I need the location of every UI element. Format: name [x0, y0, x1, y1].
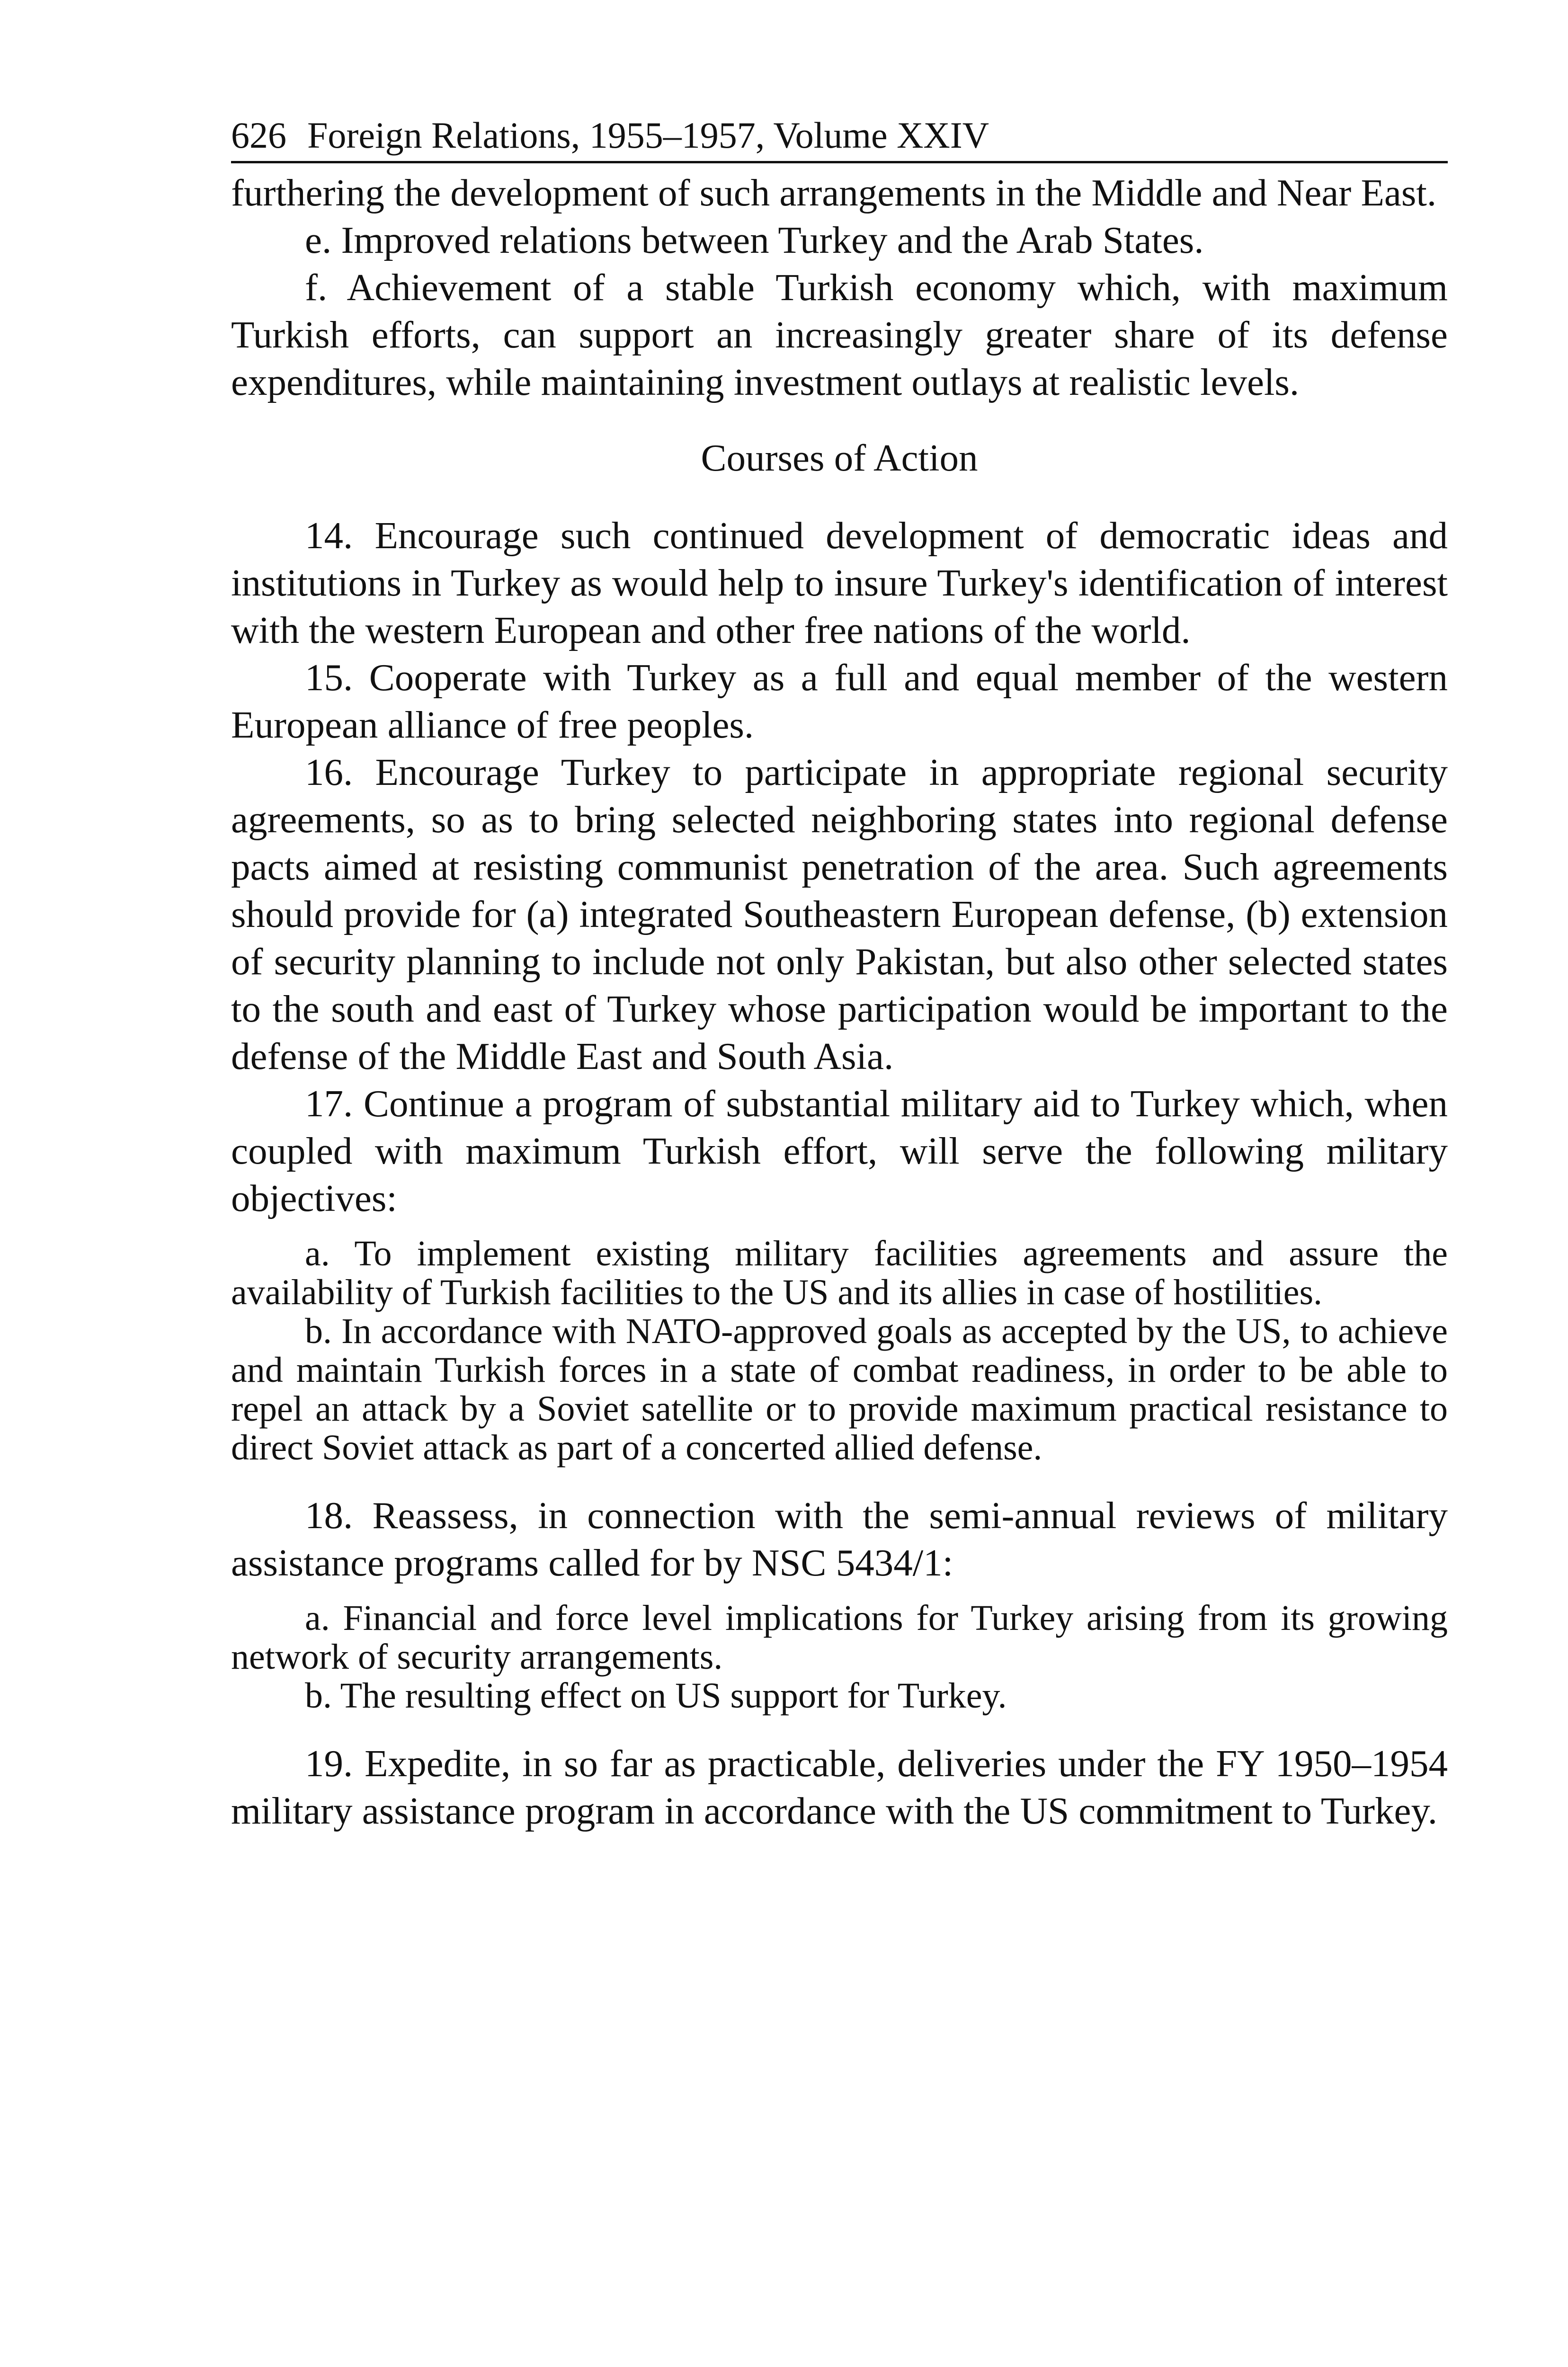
running-title: Foreign Relations, 1955–1957, Volume XXIV: [307, 115, 989, 156]
paragraph-17: 17. Continue a program of substantial military aid to Turkey which, when coupled with maximum Turkish effort, will serve the following military objectives:: [231, 1082, 1448, 1219]
section-heading: Courses of Action: [701, 436, 978, 479]
paragraph-19: 19. Expedite, in so far as practicable, deliveries under the FY 1950–1954 military assistance program in accordance with the US commitment to Turkey.: [231, 1742, 1448, 1832]
paragraph-e: e. Improved relations between Turkey and the Arab States.: [305, 219, 1204, 261]
paragraph-continuation: furthering the development of such arrangements in the Middle and Near East.: [231, 171, 1437, 214]
paragraph-18: 18. Reassess, in connection with the semi-annual reviews of military assistance programs called for by NSC 5434/1:: [231, 1494, 1448, 1584]
paragraph-17b: b. In accordance with NATO-approved goals as accepted by the US, to achieve and maintain Turkish forces in a state of combat readiness, in order to be able to repel an attack by a Soviet satellite or to provide maximum practical resistance to direct Soviet attack as part of a concerted allied defense.: [231, 1311, 1448, 1468]
running-header: [231, 110, 1448, 163]
paragraph-16: 16. Encourage Turkey to participate in appropriate regional security agreements, so as to bring selected neighboring states into regional defense pacts aimed at resisting communist penetration of the area. Such agreements should provide for (a) integrated Southeastern European defense, (b) extension of security planning to include not only Pakistan, but also other selected states to the south and east of Turkey whose participation would be important to the defense of the Middle East and South Asia.: [231, 751, 1448, 1077]
paragraph-14: 14. Encourage such continued development of democratic ideas and institutions in Turkey as would help to insure Turkey's identification of interest with the western European and other free nations of the world.: [231, 514, 1448, 651]
body-text: [231, 169, 1448, 1834]
paragraph-18a: a. Financial and force level implications for Turkey arising from its growing network of security arrangements.: [231, 1598, 1448, 1677]
paragraph-15: 15. Cooperate with Turkey as a full and equal member of the western European alliance of free peoples.: [231, 656, 1448, 746]
document-page: [231, 110, 1448, 1834]
paragraph-f: f. Achievement of a stable Turkish economy which, with maximum Turkish efforts, can support an increasingly greater share of its defense expenditures, while maintaining investment outlays at realistic levels.: [231, 266, 1448, 403]
page-number: 626: [231, 115, 286, 156]
paragraph-18b: b. The resulting effect on US support for Turkey.: [305, 1676, 1007, 1716]
paragraph-17a: a. To implement existing military facilities agreements and assure the availability of Turkish facilities to the US and its allies in case of hostilities.: [231, 1234, 1448, 1312]
